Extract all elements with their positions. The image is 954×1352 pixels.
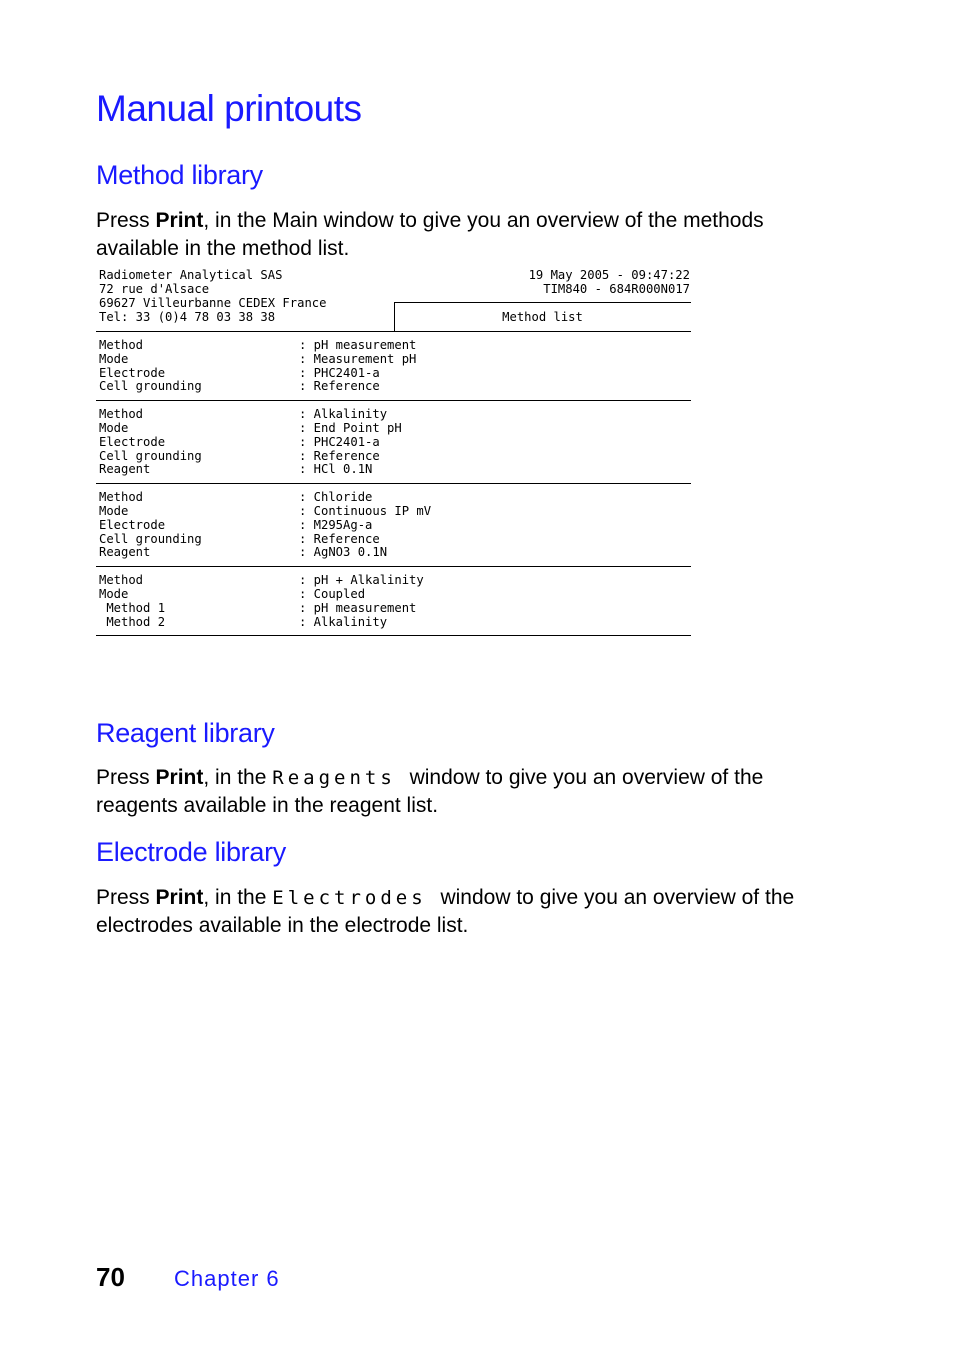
field-value: : Chloride xyxy=(299,490,373,505)
field-label: Cell grounding xyxy=(99,531,202,546)
block-separator xyxy=(96,400,691,401)
field-label: Mode xyxy=(99,421,129,435)
company-city: 69627 Villeurbanne CEDEX France xyxy=(99,296,327,310)
printout-divider xyxy=(96,331,691,332)
field-value: : Continuous IP mV xyxy=(299,504,432,518)
field-label: Cell grounding xyxy=(99,448,202,463)
page-number: 70 xyxy=(96,1262,125,1292)
field-value: : Reference xyxy=(299,531,380,546)
field-value: : pH measurement xyxy=(299,338,417,352)
field-label: Method xyxy=(99,490,144,505)
printout-instrument: TIM840 - 684R000N017 xyxy=(543,282,690,296)
block-separator xyxy=(96,566,691,567)
field-value: : pH measurement xyxy=(299,600,417,615)
method-library-paragraph: Press Print, in the Main window to give you an overview of the methods available in the method list. xyxy=(96,209,764,260)
company-street: 72 rue d'Alsace xyxy=(99,282,210,296)
field-label: Method xyxy=(99,573,144,588)
reagent-library-heading: Reagent library xyxy=(96,718,275,748)
field-label: Method xyxy=(99,407,144,422)
chapter-label: Chapter 6 xyxy=(174,1266,280,1291)
print-keyword: Print xyxy=(155,209,204,232)
field-label: Electrode xyxy=(99,365,166,380)
field-label: Method xyxy=(99,338,144,352)
field-value: : AgNO3 0.1N xyxy=(299,545,388,560)
block-separator xyxy=(96,635,691,636)
method-library-heading: Method library xyxy=(96,160,263,190)
method-list-printout xyxy=(96,268,691,638)
field-label: Reagent xyxy=(99,462,151,477)
field-value: : pH + Alkalinity xyxy=(299,573,424,588)
printout-box-title: Method list xyxy=(502,310,583,324)
reagents-window-name: Reagents xyxy=(272,767,396,789)
electrodes-window-name: Electrodes xyxy=(272,887,427,909)
field-label: Mode xyxy=(99,504,129,518)
field-value: : Reference xyxy=(299,448,380,463)
company-phone: Tel: 33 (0)4 78 03 38 38 xyxy=(99,310,276,324)
field-label: Cell grounding xyxy=(99,379,202,394)
field-value: : Alkalinity xyxy=(299,614,388,629)
title-box-top-border xyxy=(394,302,691,303)
field-value: : M295Ag-a xyxy=(299,517,373,532)
field-value: : HCl 0.1N xyxy=(299,462,373,477)
field-label: Mode xyxy=(99,587,129,601)
field-label: Electrode xyxy=(99,434,166,449)
field-value: : Measurement pH xyxy=(299,351,417,366)
print-keyword: Print xyxy=(155,886,204,909)
print-keyword: Print xyxy=(155,766,204,789)
field-label: Method 1 xyxy=(99,600,166,615)
block-separator xyxy=(96,483,691,484)
field-value: : PHC2401-a xyxy=(299,365,380,380)
field-value: : Coupled xyxy=(299,587,366,601)
field-label: Reagent xyxy=(99,545,151,560)
printout-date: 19 May 2005 - 09:47:22 xyxy=(528,268,690,282)
electrode-library-heading: Electrode library xyxy=(96,837,286,867)
field-label: Method 2 xyxy=(99,614,166,629)
field-value: : Alkalinity xyxy=(299,407,388,422)
reagent-library-paragraph: Press Print, in the Reagents window to give you an overview of the reagents available in the reagent list. xyxy=(96,766,764,817)
field-label: Mode xyxy=(99,351,129,366)
page-title: Manual printouts xyxy=(96,88,362,129)
electrode-library-paragraph: Press Print, in the Electrodes window to give you an overview of the electrodes available in the electrode list. xyxy=(96,886,795,937)
field-value: : PHC2401-a xyxy=(299,434,380,449)
field-value: : Reference xyxy=(299,379,380,394)
field-value: : End Point pH xyxy=(299,421,402,435)
field-label: Electrode xyxy=(99,517,166,532)
company-name: Radiometer Analytical SAS xyxy=(99,268,283,282)
